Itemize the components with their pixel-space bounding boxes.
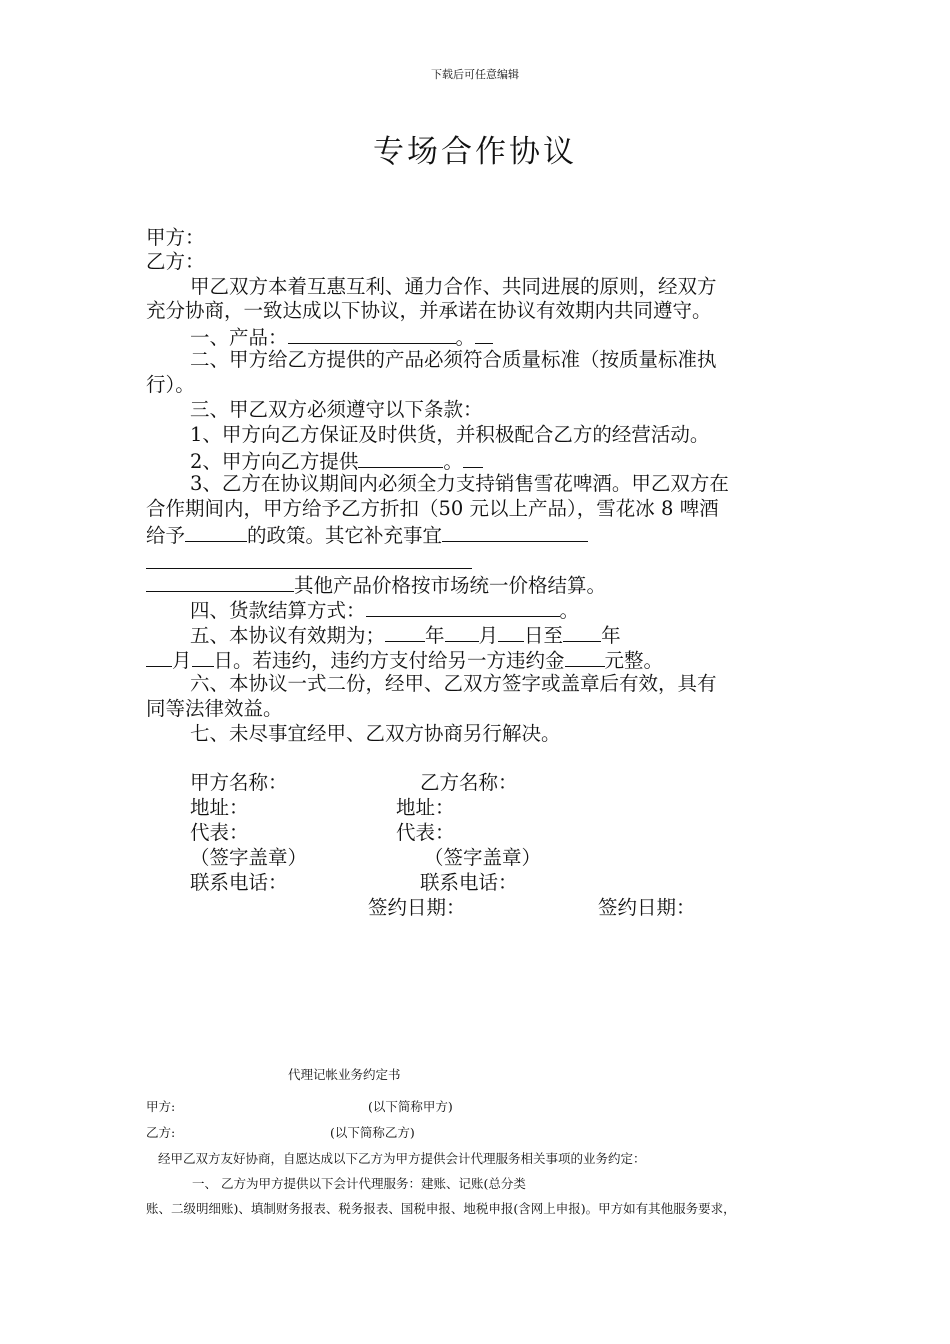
second-doc-party-a-note: (以下简称甲方) — [368, 1099, 453, 1114]
clause-4-end: 。 — [559, 599, 580, 622]
clause-7: 七、未尽事宜经甲、乙双方协商另行解决。 — [190, 722, 561, 745]
clause-4-label: 四、货款结算方式： — [190, 599, 366, 622]
end-day-blank — [192, 647, 214, 667]
end-year-label: 年 — [601, 624, 621, 647]
supplement-blank-line-2 — [146, 568, 472, 569]
supply-blank — [358, 448, 443, 468]
day-to-label: 日至 — [524, 624, 564, 647]
start-year-blank — [385, 622, 425, 642]
clause-1 — [190, 324, 493, 351]
second-doc-party-b-note: (以下简称乙方) — [330, 1125, 415, 1140]
supplement-blank — [442, 522, 588, 542]
intro-line-1: 甲乙双方本着互惠互利、通力合作、共同进展的原则，经双方 — [190, 275, 717, 298]
clause-6-line-1: 六、本协议一式二份，经甲、乙双方签字或盖章后有效，具有 — [190, 672, 717, 695]
end-month-label: 月 — [172, 649, 192, 672]
clause-3-item-2-end: 。 — [443, 450, 463, 473]
clause-3-item-3-line-2: 合作期间内，甲方给予乙方折扣（50 元以上产品），雪花冰 8 啤酒 — [146, 497, 719, 520]
party-b-sign-note: （签字盖章） — [424, 846, 542, 869]
party-a-sign-note: （签字盖章） — [190, 846, 308, 869]
document-title: 专场合作协议 — [373, 134, 577, 170]
clause-3-item-2-text: 2、甲方向乙方提供 — [190, 450, 359, 473]
policy-blank — [185, 522, 247, 542]
payment-blank — [366, 597, 560, 617]
give-label: 给予 — [146, 524, 186, 547]
end-month-blank — [146, 647, 172, 667]
supply-blank-tail — [463, 448, 483, 468]
party-a-name-label: 甲方名称： — [190, 771, 288, 794]
clause-4 — [190, 597, 579, 624]
clause-6-line-2: 同等法律效益。 — [146, 697, 283, 720]
second-doc-party-a: 甲方: — [146, 1099, 176, 1114]
month-label: 月 — [478, 624, 499, 647]
clause-3-item-1: 1、甲方向乙方保证及时供货，并积极配合乙方的经营活动。 — [190, 423, 710, 446]
party-a-address-label: 地址： — [190, 796, 249, 819]
party-b-name-label: 乙方名称： — [420, 771, 518, 794]
clause-3-item-3-line-5 — [146, 572, 606, 599]
party-b-date-label: 签约日期： — [598, 896, 696, 919]
penalty-blank — [565, 647, 605, 667]
product-blank — [288, 324, 456, 344]
yuan-label: 元整。 — [604, 649, 664, 672]
party-b-label: 乙方： — [146, 250, 205, 273]
header-note: 下载后可任意编辑 — [431, 68, 519, 81]
penalty-text: 日。若违约，违约方支付给另一方违约金 — [213, 649, 565, 672]
clause-3-item-3-line-1: 3、乙方在协议期间内必须全力支持销售雪花啤酒。甲乙双方在 — [190, 472, 729, 495]
second-doc-party-b: 乙方: — [146, 1125, 176, 1140]
second-doc-item-1-line-1: 一、 乙方为甲方提供以下会计代理服务：建账、记账(总分类 — [192, 1176, 526, 1191]
intro-line-2: 充分协商，一致达成以下协议，并承诺在协议有效期内共同遵守。 — [146, 299, 712, 322]
clause-2-line-1: 二、甲方给乙方提供的产品必须符合质量标准（按质量标准执 — [190, 348, 717, 371]
clause-3-item-2 — [190, 448, 483, 475]
second-doc-intro: 经甲乙双方友好协商，自愿达成以下乙方为甲方提供会计代理服务相关事项的业务约定： — [158, 1151, 646, 1166]
party-a-rep-label: 代表： — [190, 821, 249, 844]
clause-5-line-1 — [190, 622, 621, 649]
end-year-blank — [563, 622, 601, 642]
start-month-blank — [445, 622, 479, 642]
party-a-date-label: 签约日期： — [368, 896, 466, 919]
clause-5-line-2 — [146, 647, 663, 674]
second-doc-item-1-line-2: 账、二级明细账)、填制财务报表、税务报表、国税申报、地税申报(含网上申报)。甲方如有其他服务要求， — [146, 1201, 736, 1216]
party-b-phone-label: 联系电话： — [420, 871, 518, 894]
year-label: 年 — [425, 624, 445, 647]
party-a-phone-label: 联系电话： — [190, 871, 288, 894]
clause-2-line-2: 行）。 — [146, 373, 195, 396]
product-blank-tail — [475, 324, 493, 344]
supplement-blank-line-3 — [146, 572, 294, 592]
clause-1-end: 。 — [455, 326, 476, 349]
party-a-label: 甲方： — [146, 226, 205, 249]
start-day-blank — [498, 622, 524, 642]
clause-1-label: 一、产品： — [190, 326, 288, 349]
supplement-label: 的政策。其它补充事宜 — [247, 524, 443, 547]
market-price-text: 其他产品价格按市场统一价格结算。 — [294, 574, 607, 597]
validity-label: 五、本协议有效期为； — [190, 624, 386, 647]
second-doc-title: 代理记帐业务约定书 — [288, 1067, 401, 1082]
party-b-address-label: 地址： — [396, 796, 455, 819]
clause-3-item-3-line-3 — [146, 522, 588, 549]
party-b-rep-label: 代表： — [396, 821, 455, 844]
clause-3-head: 三、甲乙双方必须遵守以下条款： — [190, 398, 483, 421]
